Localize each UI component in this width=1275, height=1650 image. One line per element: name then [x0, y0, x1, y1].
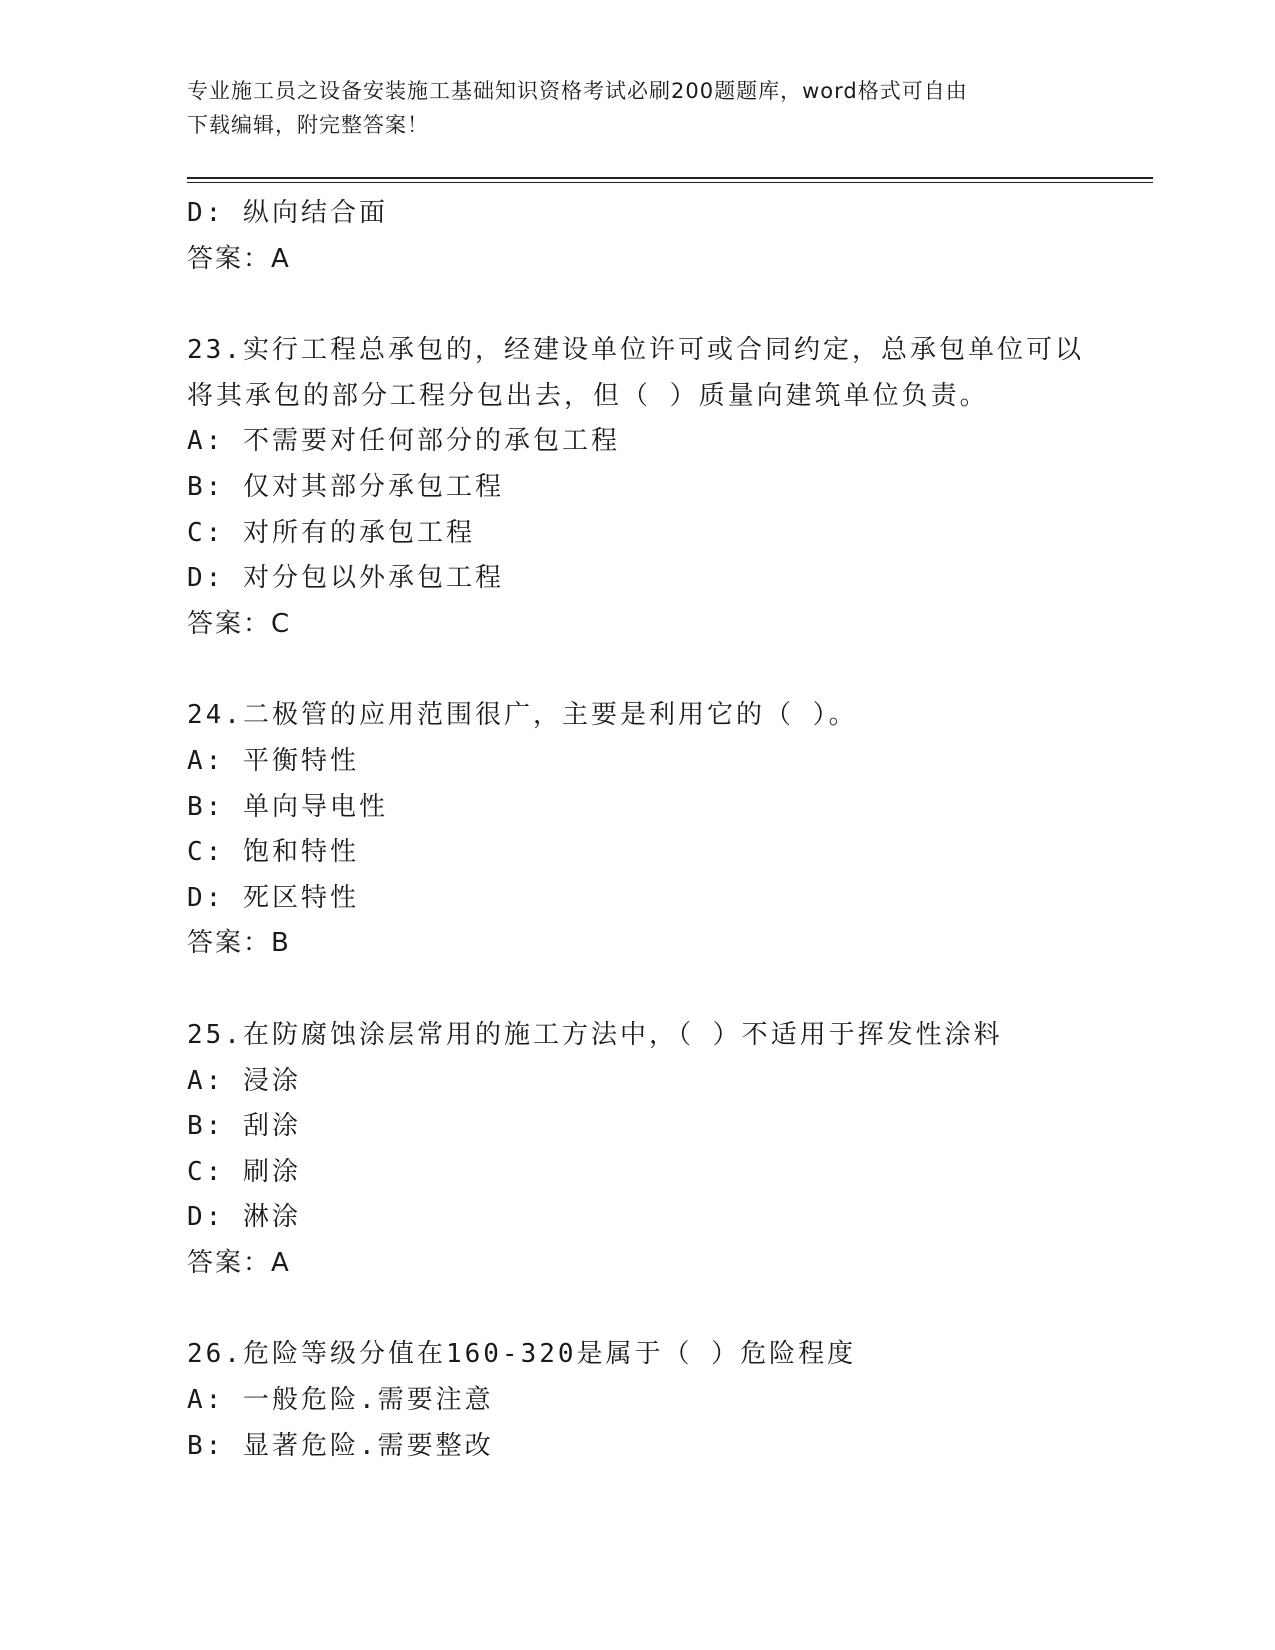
option-b: B: 仅对其部分承包工程 — [187, 471, 504, 502]
question-25 — [187, 1013, 1107, 1287]
option-d: D: 死区特性 — [187, 882, 359, 913]
option-d: D: 对分包以外承包工程 — [187, 563, 504, 594]
header-rule-thick — [187, 177, 1153, 179]
question-list — [187, 191, 1107, 1469]
question-24 — [187, 693, 1107, 967]
option-b: B: 单向导电性 — [187, 791, 388, 822]
question-text: 24.二极管的应用范围很广，主要是利用它的（ ）。 — [187, 700, 858, 731]
answer: 答案：A — [187, 1247, 291, 1278]
question-26 — [187, 1332, 1107, 1469]
option-c: C: 对所有的承包工程 — [187, 517, 475, 548]
question-22-tail — [187, 191, 1107, 282]
question-text: 26.危险等级分值在160-320是属于（ ）危险程度 — [187, 1339, 857, 1370]
document-header — [187, 74, 1087, 142]
option-c: C: 刷涂 — [187, 1156, 301, 1187]
option-a: A: 不需要对任何部分的承包工程 — [187, 426, 620, 457]
question-text: 23.实行工程总承包的，经建设单位许可或合同约定，总承包单位可以 — [187, 335, 1084, 366]
option-b: B: 刮涂 — [187, 1111, 301, 1142]
option-a: A: 浸涂 — [187, 1065, 301, 1096]
question-23 — [187, 328, 1107, 647]
option-c: C: 饱和特性 — [187, 837, 359, 868]
answer: 答案：B — [187, 928, 291, 959]
option-a: A: 一般危险.需要注意 — [187, 1385, 494, 1416]
option-a: A: 平衡特性 — [187, 745, 359, 776]
answer: 答案：A — [187, 243, 291, 274]
question-text-cont: 将其承包的部分工程分包出去，但（ ）质量向建筑单位负责。 — [187, 380, 989, 411]
answer: 答案：C — [187, 608, 292, 639]
option-d: D: 淋涂 — [187, 1202, 301, 1233]
option-d: D: 纵向结合面 — [187, 198, 388, 228]
header-rule-thin — [187, 182, 1153, 183]
header-line-2: 下载编辑，附完整答案！ — [187, 113, 429, 137]
question-text: 25.在防腐蚀涂层常用的施工方法中，（ ）不适用于挥发性涂料 — [187, 1019, 1003, 1050]
header-line-1: 专业施工员之设备安装施工基础知识资格考试必刷200题题库，word格式可自由 — [187, 79, 968, 103]
option-b: B: 显著危险.需要整改 — [187, 1430, 494, 1461]
